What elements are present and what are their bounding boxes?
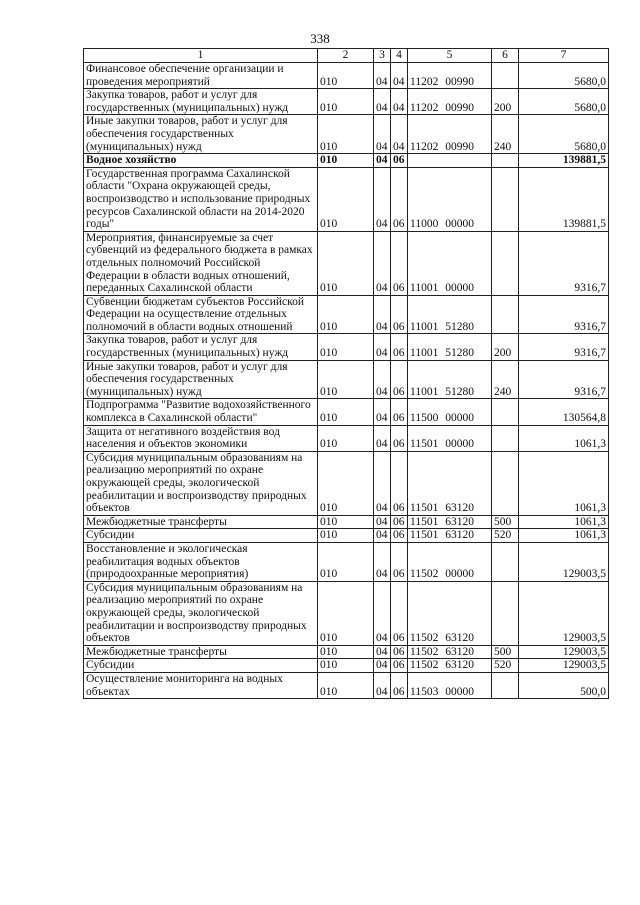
row-name-cell: Подпрограмма "Развитие водохозяйственного комплекса в Сахалинской области" <box>84 399 318 425</box>
row-name-cell: Субсидии <box>84 659 318 673</box>
row-name-cell: Водное хозяйство <box>84 154 318 168</box>
row-name-cell: Закупка товаров, работ и услуг для государственных (муниципальных) нужд <box>84 334 318 360</box>
row-target-article-cell: 11202 00990 <box>408 115 492 154</box>
row-section-cell: 04 <box>374 529 391 543</box>
row-subsection-cell: 06 <box>391 645 408 659</box>
table-row <box>84 672 609 698</box>
column-header: 5 <box>408 49 492 63</box>
row-subsection-cell: 06 <box>391 659 408 673</box>
row-amount-cell: 1061,3 <box>519 529 609 543</box>
row-name-cell: Защита от негативного воздействия вод населения и объектов экономики <box>84 425 318 451</box>
row-target-article-cell: 11202 00990 <box>408 89 492 115</box>
row-name-cell: Субсидия муниципальным образованиям на реализацию мероприятий по охране окружающей среды, экологической реабилитации и воспроизводству природных объектов <box>84 581 318 645</box>
row-target-article-cell: 11502 63120 <box>408 645 492 659</box>
row-target-article-cell: 11502 00000 <box>408 542 492 581</box>
row-name-cell: Субсидии <box>84 529 318 543</box>
column-header: 2 <box>318 49 374 63</box>
row-amount-cell: 1061,3 <box>519 515 609 529</box>
row-amount-cell: 1061,3 <box>519 425 609 451</box>
row-expense-type-cell: 240 <box>492 115 519 154</box>
row-expense-type-cell <box>492 399 519 425</box>
row-section-cell: 04 <box>374 115 391 154</box>
table-row <box>84 659 609 673</box>
row-name-cell: Восстановление и экологическая реабилитация водных объектов (природоохранные мероприятия) <box>84 542 318 581</box>
row-section-cell: 04 <box>374 425 391 451</box>
row-amount-cell: 139881,5 <box>519 167 609 231</box>
row-section-cell: 04 <box>374 167 391 231</box>
row-section-cell: 04 <box>374 154 391 168</box>
row-expense-type-cell <box>492 581 519 645</box>
row-section-cell: 04 <box>374 399 391 425</box>
row-expense-type-cell: 520 <box>492 659 519 673</box>
row-target-article-cell: 11001 51280 <box>408 334 492 360</box>
row-gr-code-cell: 010 <box>318 89 374 115</box>
row-target-article-cell: 11001 51280 <box>408 295 492 334</box>
column-header: 6 <box>492 49 519 63</box>
row-section-cell: 04 <box>374 672 391 698</box>
row-subsection-cell: 06 <box>391 167 408 231</box>
row-amount-cell: 129003,5 <box>519 542 609 581</box>
row-name-cell: Мероприятия, финансируемые за счет субвенций из федерального бюджета в рамках отдельных полномочий Российской Федерации в области водных отношений, переданных Сахалинской области <box>84 231 318 295</box>
row-target-article-cell: 11503 00000 <box>408 672 492 698</box>
row-gr-code-cell: 010 <box>318 399 374 425</box>
row-expense-type-cell: 240 <box>492 360 519 399</box>
table-body <box>84 63 609 699</box>
row-subsection-cell: 04 <box>391 115 408 154</box>
row-subsection-cell: 04 <box>391 89 408 115</box>
row-subsection-cell: 06 <box>391 295 408 334</box>
row-subsection-cell: 06 <box>391 399 408 425</box>
page-number: 338 <box>310 31 330 46</box>
table-row <box>84 334 609 360</box>
table-row <box>84 645 609 659</box>
row-amount-cell: 500,0 <box>519 672 609 698</box>
row-amount-cell: 5680,0 <box>519 89 609 115</box>
row-name-cell: Межбюджетные трансферты <box>84 515 318 529</box>
table-row <box>84 167 609 231</box>
row-gr-code-cell: 010 <box>318 515 374 529</box>
table-row <box>84 515 609 529</box>
row-expense-type-cell: 500 <box>492 515 519 529</box>
row-gr-code-cell: 010 <box>318 63 374 89</box>
row-name-cell: Иные закупки товаров, работ и услуг для обеспечения государственных (муниципальных) нужд <box>84 115 318 154</box>
row-section-cell: 04 <box>374 63 391 89</box>
row-subsection-cell: 06 <box>391 231 408 295</box>
row-section-cell: 04 <box>374 360 391 399</box>
column-header: 3 <box>374 49 391 63</box>
row-name-cell: Субсидия муниципальным образованиям на реализацию мероприятий по охране окружающей среды, экологической реабилитации и воспроизводству природных объектов <box>84 451 318 515</box>
table-row <box>84 115 609 154</box>
row-amount-cell: 129003,5 <box>519 645 609 659</box>
row-gr-code-cell: 010 <box>318 645 374 659</box>
row-subsection-cell: 06 <box>391 515 408 529</box>
row-gr-code-cell: 010 <box>318 167 374 231</box>
row-target-article-cell: 11501 63120 <box>408 515 492 529</box>
row-section-cell: 04 <box>374 515 391 529</box>
row-amount-cell: 5680,0 <box>519 63 609 89</box>
row-target-article-cell: 11000 00000 <box>408 167 492 231</box>
budget-table <box>83 48 609 699</box>
row-expense-type-cell <box>492 231 519 295</box>
row-section-cell: 04 <box>374 231 391 295</box>
row-subsection-cell: 06 <box>391 334 408 360</box>
row-expense-type-cell <box>492 295 519 334</box>
row-amount-cell: 129003,5 <box>519 581 609 645</box>
row-gr-code-cell: 010 <box>318 529 374 543</box>
row-amount-cell: 129003,5 <box>519 659 609 673</box>
row-target-article-cell: 11502 63120 <box>408 581 492 645</box>
row-section-cell: 04 <box>374 542 391 581</box>
table-row <box>84 451 609 515</box>
row-target-article-cell: 11502 63120 <box>408 659 492 673</box>
column-header: 4 <box>391 49 408 63</box>
row-target-article-cell: 11500 00000 <box>408 399 492 425</box>
row-subsection-cell: 06 <box>391 154 408 168</box>
table-row <box>84 360 609 399</box>
row-section-cell: 04 <box>374 581 391 645</box>
table-row <box>84 542 609 581</box>
row-gr-code-cell: 010 <box>318 360 374 399</box>
row-gr-code-cell: 010 <box>318 231 374 295</box>
table-row <box>84 63 609 89</box>
row-amount-cell: 139881,5 <box>519 154 609 168</box>
row-gr-code-cell: 010 <box>318 672 374 698</box>
row-amount-cell: 9316,7 <box>519 360 609 399</box>
row-expense-type-cell <box>492 63 519 89</box>
row-gr-code-cell: 010 <box>318 154 374 168</box>
row-subsection-cell: 06 <box>391 672 408 698</box>
row-name-cell: Субвенции бюджетам субъектов Российской Федерации на осуществление отдельных полномочий в области водных отношений <box>84 295 318 334</box>
row-subsection-cell: 06 <box>391 360 408 399</box>
row-expense-type-cell <box>492 542 519 581</box>
row-section-cell: 04 <box>374 295 391 334</box>
row-expense-type-cell <box>492 451 519 515</box>
row-subsection-cell: 04 <box>391 63 408 89</box>
row-subsection-cell: 06 <box>391 451 408 515</box>
row-amount-cell: 1061,3 <box>519 451 609 515</box>
row-target-article-cell: 11001 00000 <box>408 231 492 295</box>
row-name-cell: Осуществление мониторинга на водных объектах <box>84 672 318 698</box>
row-amount-cell: 9316,7 <box>519 231 609 295</box>
row-subsection-cell: 06 <box>391 425 408 451</box>
row-target-article-cell: 11501 00000 <box>408 425 492 451</box>
row-gr-code-cell: 010 <box>318 295 374 334</box>
row-section-cell: 04 <box>374 645 391 659</box>
row-amount-cell: 9316,7 <box>519 334 609 360</box>
table-row <box>84 425 609 451</box>
row-gr-code-cell: 010 <box>318 425 374 451</box>
table-row <box>84 581 609 645</box>
row-expense-type-cell <box>492 672 519 698</box>
row-section-cell: 04 <box>374 659 391 673</box>
row-target-article-cell: 11501 63120 <box>408 529 492 543</box>
row-subsection-cell: 06 <box>391 581 408 645</box>
row-name-cell: Межбюджетные трансферты <box>84 645 318 659</box>
column-header: 1 <box>84 49 318 63</box>
row-amount-cell: 9316,7 <box>519 295 609 334</box>
row-name-cell: Финансовое обеспечение организации и проведения мероприятий <box>84 63 318 89</box>
row-target-article-cell: 11202 00990 <box>408 63 492 89</box>
row-section-cell: 04 <box>374 89 391 115</box>
row-expense-type-cell: 200 <box>492 334 519 360</box>
row-gr-code-cell: 010 <box>318 115 374 154</box>
table-row <box>84 295 609 334</box>
row-amount-cell: 130564,8 <box>519 399 609 425</box>
row-subsection-cell: 06 <box>391 529 408 543</box>
row-section-cell: 04 <box>374 334 391 360</box>
row-expense-type-cell: 520 <box>492 529 519 543</box>
row-gr-code-cell: 010 <box>318 334 374 360</box>
row-name-cell: Государственная программа Сахалинской области "Охрана окружающей среды, воспроизводство и использование природных ресурсов Сахалинской области на 2014-2020 годы" <box>84 167 318 231</box>
row-name-cell: Закупка товаров, работ и услуг для государственных (муниципальных) нужд <box>84 89 318 115</box>
row-expense-type-cell <box>492 167 519 231</box>
row-expense-type-cell <box>492 425 519 451</box>
row-gr-code-cell: 010 <box>318 542 374 581</box>
row-expense-type-cell: 200 <box>492 89 519 115</box>
row-section-cell: 04 <box>374 451 391 515</box>
table-row <box>84 399 609 425</box>
column-header: 7 <box>519 49 609 63</box>
row-gr-code-cell: 010 <box>318 451 374 515</box>
row-expense-type-cell <box>492 154 519 168</box>
row-gr-code-cell: 010 <box>318 659 374 673</box>
row-target-article-cell <box>408 154 492 168</box>
row-target-article-cell: 11501 63120 <box>408 451 492 515</box>
row-name-cell: Иные закупки товаров, работ и услуг для обеспечения государственных (муниципальных) нужд <box>84 360 318 399</box>
row-expense-type-cell: 500 <box>492 645 519 659</box>
table-row <box>84 154 609 168</box>
table-row <box>84 529 609 543</box>
table-header-row <box>84 49 609 63</box>
row-amount-cell: 5680,0 <box>519 115 609 154</box>
row-gr-code-cell: 010 <box>318 581 374 645</box>
table-row <box>84 89 609 115</box>
table-row <box>84 231 609 295</box>
row-subsection-cell: 06 <box>391 542 408 581</box>
row-target-article-cell: 11001 51280 <box>408 360 492 399</box>
